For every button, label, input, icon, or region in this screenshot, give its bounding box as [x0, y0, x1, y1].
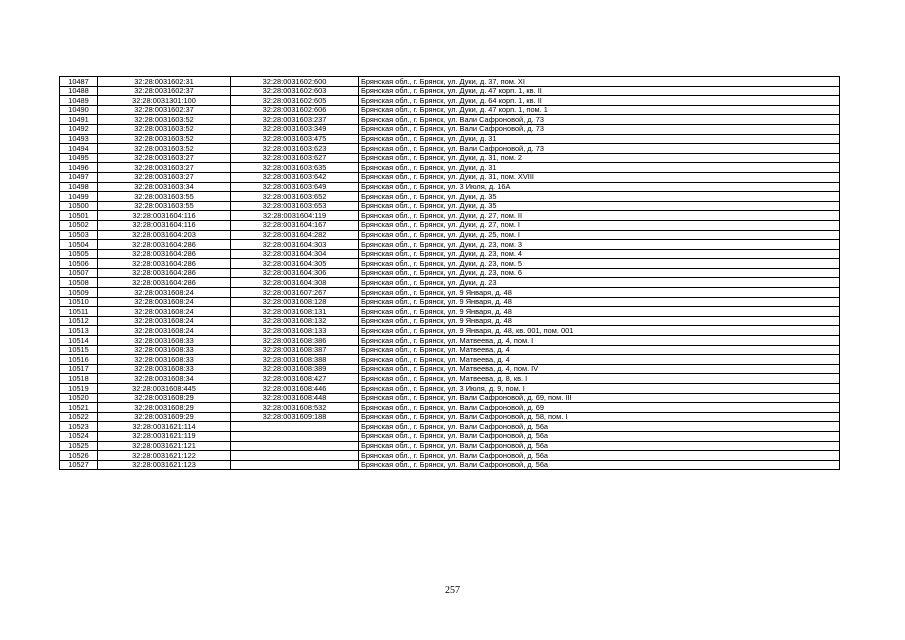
- source-cadastral-number-cell: 32:28:0031604:286: [98, 278, 231, 288]
- source-cadastral-number-cell: 32:28:0031603:55: [98, 201, 231, 211]
- source-cadastral-number-cell: 32:28:0031608:34: [98, 374, 231, 384]
- cadastral-number-cell: 32:28:0031609:188: [231, 412, 359, 422]
- cadastral-number-cell: 32:28:0031608:388: [231, 355, 359, 365]
- cadastral-number-cell: 32:28:0031608:387: [231, 345, 359, 355]
- source-cadastral-number-cell: 32:28:0031608:29: [98, 403, 231, 413]
- table-row: [60, 412, 840, 422]
- row-number-cell: 10517: [60, 364, 98, 374]
- address-cell: Брянская обл., г. Брянск, ул. Матвеева, д. 4: [359, 355, 840, 365]
- cadastral-number-cell: 32:28:0031608:131: [231, 307, 359, 317]
- address-cell: Брянская обл., г. Брянск, ул. Матвеева, д. 4, пом. I: [359, 336, 840, 346]
- cadastral-number-cell: 32:28:0031604:306: [231, 268, 359, 278]
- table-row: [60, 326, 840, 336]
- register-table-body: [60, 77, 840, 470]
- row-number-cell: 10520: [60, 393, 98, 403]
- source-cadastral-number-cell: 32:28:0031603:52: [98, 144, 231, 154]
- row-number-cell: 10494: [60, 144, 98, 154]
- cadastral-number-cell: 32:28:0031603:349: [231, 124, 359, 134]
- table-row: [60, 384, 840, 394]
- address-cell: Брянская обл., г. Брянск, ул. Матвеева, д. 8, кв. I: [359, 374, 840, 384]
- table-row: [60, 364, 840, 374]
- row-number-cell: 10509: [60, 288, 98, 298]
- row-number-cell: 10526: [60, 451, 98, 461]
- row-number-cell: 10498: [60, 182, 98, 192]
- table-row: [60, 403, 840, 413]
- cadastral-number-cell: [231, 422, 359, 432]
- table-row: [60, 144, 840, 154]
- row-number-cell: 10504: [60, 240, 98, 250]
- cadastral-number-cell: 32:28:0031602:605: [231, 96, 359, 106]
- table-row: [60, 393, 840, 403]
- source-cadastral-number-cell: 32:28:0031609:29: [98, 412, 231, 422]
- source-cadastral-number-cell: 32:28:0031608:24: [98, 288, 231, 298]
- cadastral-number-cell: 32:28:0031603:475: [231, 134, 359, 144]
- address-cell: Брянская обл., г. Брянск, ул. Вали Сафроновой, д. 56а: [359, 431, 840, 441]
- address-cell: Брянская обл., г. Брянск, ул. Дуки, д. 31: [359, 163, 840, 173]
- table-row: [60, 115, 840, 125]
- address-cell: Брянская обл., г. Брянск, ул. 3 Июля, д. 16А: [359, 182, 840, 192]
- table-row: [60, 201, 840, 211]
- table-row: [60, 211, 840, 221]
- source-cadastral-number-cell: 32:28:0031621:121: [98, 441, 231, 451]
- cadastral-number-cell: 32:28:0031608:446: [231, 384, 359, 394]
- source-cadastral-number-cell: 32:28:0031604:286: [98, 249, 231, 259]
- table-row: [60, 316, 840, 326]
- row-number-cell: 10506: [60, 259, 98, 269]
- cadastral-register-table: [59, 76, 840, 470]
- address-cell: Брянская обл., г. Брянск, ул. Дуки, д. 23, пом. 5: [359, 259, 840, 269]
- source-cadastral-number-cell: 32:28:0031608:33: [98, 336, 231, 346]
- source-cadastral-number-cell: 32:28:0031604:116: [98, 220, 231, 230]
- row-number-cell: 10508: [60, 278, 98, 288]
- address-cell: Брянская обл., г. Брянск, ул. Дуки, д. 25, пом. I: [359, 230, 840, 240]
- cadastral-number-cell: 32:28:0031604:167: [231, 220, 359, 230]
- row-number-cell: 10521: [60, 403, 98, 413]
- cadastral-number-cell: 32:28:0031608:132: [231, 316, 359, 326]
- address-cell: Брянская обл., г. Брянск, ул. Вали Сафроновой, д. 73: [359, 115, 840, 125]
- cadastral-number-cell: 32:28:0031604:304: [231, 249, 359, 259]
- table-row: [60, 163, 840, 173]
- source-cadastral-number-cell: 32:28:0031608:24: [98, 307, 231, 317]
- row-number-cell: 10501: [60, 211, 98, 221]
- table-row: [60, 124, 840, 134]
- address-cell: Брянская обл., г. Брянск, ул. 9 Января, д. 48, кв. 001, пом. 001: [359, 326, 840, 336]
- cadastral-number-cell: 32:28:0031604:308: [231, 278, 359, 288]
- address-cell: Брянская обл., г. Брянск, ул. 9 Января, д. 48: [359, 316, 840, 326]
- address-cell: Брянская обл., г. Брянск, ул. Дуки, д. 31, пом. 2: [359, 153, 840, 163]
- row-number-cell: 10496: [60, 163, 98, 173]
- table-row: [60, 105, 840, 115]
- cadastral-number-cell: 32:28:0031602:603: [231, 86, 359, 96]
- row-number-cell: 10519: [60, 384, 98, 394]
- source-cadastral-number-cell: 32:28:0031603:52: [98, 124, 231, 134]
- table-row: [60, 422, 840, 432]
- row-number-cell: 10493: [60, 134, 98, 144]
- table-row: [60, 134, 840, 144]
- cadastral-number-cell: 32:28:0031603:653: [231, 201, 359, 211]
- table-row: [60, 230, 840, 240]
- table-row: [60, 192, 840, 202]
- source-cadastral-number-cell: 32:28:0031603:34: [98, 182, 231, 192]
- source-cadastral-number-cell: 32:28:0031621:114: [98, 422, 231, 432]
- cadastral-number-cell: 32:28:0031608:389: [231, 364, 359, 374]
- table-row: [60, 451, 840, 461]
- cadastral-number-cell: 32:28:0031603:635: [231, 163, 359, 173]
- row-number-cell: 10495: [60, 153, 98, 163]
- cadastral-number-cell: 32:28:0031608:386: [231, 336, 359, 346]
- address-cell: Брянская обл., г. Брянск, ул. Дуки, д. 37, пом. XI: [359, 77, 840, 87]
- cadastral-number-cell: 32:28:0031603:623: [231, 144, 359, 154]
- table-row: [60, 259, 840, 269]
- address-cell: Брянская обл., г. Брянск, ул. 9 Января, д. 48: [359, 288, 840, 298]
- table-row: [60, 172, 840, 182]
- table-row: [60, 86, 840, 96]
- source-cadastral-number-cell: 32:28:0031603:55: [98, 192, 231, 202]
- row-number-cell: 10523: [60, 422, 98, 432]
- table-row: [60, 153, 840, 163]
- cadastral-number-cell: 32:28:0031603:237: [231, 115, 359, 125]
- source-cadastral-number-cell: 32:28:0031608:24: [98, 316, 231, 326]
- cadastral-number-cell: 32:28:0031608:448: [231, 393, 359, 403]
- address-cell: Брянская обл., г. Брянск, ул. 9 Января, д. 48: [359, 297, 840, 307]
- table-row: [60, 182, 840, 192]
- source-cadastral-number-cell: 32:28:0031603:27: [98, 172, 231, 182]
- table-row: [60, 336, 840, 346]
- row-number-cell: 10491: [60, 115, 98, 125]
- row-number-cell: 10527: [60, 460, 98, 470]
- source-cadastral-number-cell: 32:28:0031604:203: [98, 230, 231, 240]
- table-row: [60, 249, 840, 259]
- cadastral-number-cell: 32:28:0031602:606: [231, 105, 359, 115]
- source-cadastral-number-cell: 32:28:0031604:286: [98, 240, 231, 250]
- address-cell: Брянская обл., г. Брянск, ул. Вали Сафроновой, д. 73: [359, 144, 840, 154]
- row-number-cell: 10513: [60, 326, 98, 336]
- address-cell: Брянская обл., г. Брянск, ул. Дуки, д. 64 корп. 1, кв. II: [359, 96, 840, 106]
- cadastral-number-cell: [231, 451, 359, 461]
- row-number-cell: 10514: [60, 336, 98, 346]
- source-cadastral-number-cell: 32:28:0031608:24: [98, 326, 231, 336]
- address-cell: Брянская обл., г. Брянск, ул. Дуки, д. 23, пом. 3: [359, 240, 840, 250]
- cadastral-number-cell: 32:28:0031604:305: [231, 259, 359, 269]
- cadastral-number-cell: [231, 441, 359, 451]
- address-cell: Брянская обл., г. Брянск, ул. 3 Июля, д. 9, пом. I: [359, 384, 840, 394]
- source-cadastral-number-cell: 32:28:0031608:33: [98, 355, 231, 365]
- source-cadastral-number-cell: 32:28:0031603:27: [98, 153, 231, 163]
- source-cadastral-number-cell: 32:28:0031608:24: [98, 297, 231, 307]
- table-row: [60, 240, 840, 250]
- row-number-cell: 10525: [60, 441, 98, 451]
- address-cell: Брянская обл., г. Брянск, ул. Дуки, д. 35: [359, 192, 840, 202]
- cadastral-number-cell: 32:28:0031602:600: [231, 77, 359, 87]
- row-number-cell: 10510: [60, 297, 98, 307]
- source-cadastral-number-cell: 32:28:0031621:119: [98, 431, 231, 441]
- cadastral-number-cell: 32:28:0031604:282: [231, 230, 359, 240]
- row-number-cell: 10511: [60, 307, 98, 317]
- cadastral-number-cell: 32:28:0031604:119: [231, 211, 359, 221]
- cadastral-number-cell: 32:28:0031603:642: [231, 172, 359, 182]
- cadastral-number-cell: [231, 431, 359, 441]
- source-cadastral-number-cell: 32:28:0031621:123: [98, 460, 231, 470]
- row-number-cell: 10524: [60, 431, 98, 441]
- table-row: [60, 374, 840, 384]
- cadastral-number-cell: 32:28:0031608:128: [231, 297, 359, 307]
- row-number-cell: 10492: [60, 124, 98, 134]
- cadastral-number-cell: 32:28:0031607:267: [231, 288, 359, 298]
- source-cadastral-number-cell: 32:28:0031608:445: [98, 384, 231, 394]
- address-cell: Брянская обл., г. Брянск, ул. Дуки, д. 27, пом. II: [359, 211, 840, 221]
- address-cell: Брянская обл., г. Брянск, ул. Дуки, д. 23, пом. 6: [359, 268, 840, 278]
- address-cell: Брянская обл., г. Брянск, ул. Вали Сафроновой, д. 58, пом. I: [359, 412, 840, 422]
- source-cadastral-number-cell: 32:28:0031604:286: [98, 259, 231, 269]
- source-cadastral-number-cell: 32:28:0031602:37: [98, 105, 231, 115]
- cadastral-number-cell: 32:28:0031608:427: [231, 374, 359, 384]
- address-cell: Брянская обл., г. Брянск, ул. 9 Января, д. 48: [359, 307, 840, 317]
- row-number-cell: 10502: [60, 220, 98, 230]
- address-cell: Брянская обл., г. Брянск, ул. Вали Сафроновой, д. 73: [359, 124, 840, 134]
- cadastral-number-cell: 32:28:0031604:303: [231, 240, 359, 250]
- address-cell: Брянская обл., г. Брянск, ул. Вали Сафроновой, д. 69, пом. III: [359, 393, 840, 403]
- table-row: [60, 460, 840, 470]
- row-number-cell: 10490: [60, 105, 98, 115]
- row-number-cell: 10515: [60, 345, 98, 355]
- row-number-cell: 10488: [60, 86, 98, 96]
- address-cell: Брянская обл., г. Брянск, ул. Вали Сафроновой, д. 56а: [359, 451, 840, 461]
- source-cadastral-number-cell: 32:28:0031608:33: [98, 345, 231, 355]
- source-cadastral-number-cell: 32:28:0031603:27: [98, 163, 231, 173]
- address-cell: Брянская обл., г. Брянск, ул. Вали Сафроновой, д. 56а: [359, 460, 840, 470]
- page-number: 257: [445, 585, 460, 596]
- row-number-cell: 10518: [60, 374, 98, 384]
- cadastral-number-cell: 32:28:0031603:649: [231, 182, 359, 192]
- row-number-cell: 10507: [60, 268, 98, 278]
- cadastral-number-cell: 32:28:0031603:652: [231, 192, 359, 202]
- row-number-cell: 10505: [60, 249, 98, 259]
- address-cell: Брянская обл., г. Брянск, ул. Вали Сафроновой, д. 56а: [359, 441, 840, 451]
- address-cell: Брянская обл., г. Брянск, ул. Дуки, д. 31, пом. XVIII: [359, 172, 840, 182]
- table-row: [60, 297, 840, 307]
- row-number-cell: 10489: [60, 96, 98, 106]
- source-cadastral-number-cell: 32:28:0031604:286: [98, 268, 231, 278]
- table-row: [60, 220, 840, 230]
- address-cell: Брянская обл., г. Брянск, ул. Дуки, д. 47 корп. 1, кв. II: [359, 86, 840, 96]
- row-number-cell: 10522: [60, 412, 98, 422]
- address-cell: Брянская обл., г. Брянск, ул. Матвеева, д. 4, пом. IV: [359, 364, 840, 374]
- source-cadastral-number-cell: 32:28:0031608:29: [98, 393, 231, 403]
- address-cell: Брянская обл., г. Брянск, ул. Вали Сафроновой, д. 56а: [359, 422, 840, 432]
- table-row: [60, 77, 840, 87]
- source-cadastral-number-cell: 32:28:0031301:100: [98, 96, 231, 106]
- cadastral-number-cell: [231, 460, 359, 470]
- cadastral-number-cell: 32:28:0031603:627: [231, 153, 359, 163]
- source-cadastral-number-cell: 32:28:0031604:116: [98, 211, 231, 221]
- table-row: [60, 441, 840, 451]
- address-cell: Брянская обл., г. Брянск, ул. Матвеева, д. 4: [359, 345, 840, 355]
- row-number-cell: 10497: [60, 172, 98, 182]
- cadastral-number-cell: 32:28:0031608:133: [231, 326, 359, 336]
- source-cadastral-number-cell: 32:28:0031602:31: [98, 77, 231, 87]
- source-cadastral-number-cell: 32:28:0031608:33: [98, 364, 231, 374]
- address-cell: Брянская обл., г. Брянск, ул. Дуки, д. 31: [359, 134, 840, 144]
- table-row: [60, 268, 840, 278]
- address-cell: Брянская обл., г. Брянск, ул. Дуки, д. 35: [359, 201, 840, 211]
- address-cell: Брянская обл., г. Брянск, ул. Вали Сафроновой, д. 69: [359, 403, 840, 413]
- address-cell: Брянская обл., г. Брянск, ул. Дуки, д. 23, пом. 4: [359, 249, 840, 259]
- table-row: [60, 431, 840, 441]
- table-row: [60, 278, 840, 288]
- address-cell: Брянская обл., г. Брянск, ул. Дуки, д. 23: [359, 278, 840, 288]
- source-cadastral-number-cell: 32:28:0031603:52: [98, 115, 231, 125]
- table-row: [60, 96, 840, 106]
- source-cadastral-number-cell: 32:28:0031621:122: [98, 451, 231, 461]
- source-cadastral-number-cell: 32:28:0031602:37: [98, 86, 231, 96]
- row-number-cell: 10516: [60, 355, 98, 365]
- address-cell: Брянская обл., г. Брянск, ул. Дуки, д. 47 корп. 1, пом. 1: [359, 105, 840, 115]
- table-row: [60, 355, 840, 365]
- table-row: [60, 345, 840, 355]
- row-number-cell: 10487: [60, 77, 98, 87]
- address-cell: Брянская обл., г. Брянск, ул. Дуки, д. 27, пом. I: [359, 220, 840, 230]
- row-number-cell: 10500: [60, 201, 98, 211]
- table-row: [60, 307, 840, 317]
- source-cadastral-number-cell: 32:28:0031603:52: [98, 134, 231, 144]
- cadastral-number-cell: 32:28:0031608:532: [231, 403, 359, 413]
- row-number-cell: 10512: [60, 316, 98, 326]
- row-number-cell: 10499: [60, 192, 98, 202]
- row-number-cell: 10503: [60, 230, 98, 240]
- table-row: [60, 288, 840, 298]
